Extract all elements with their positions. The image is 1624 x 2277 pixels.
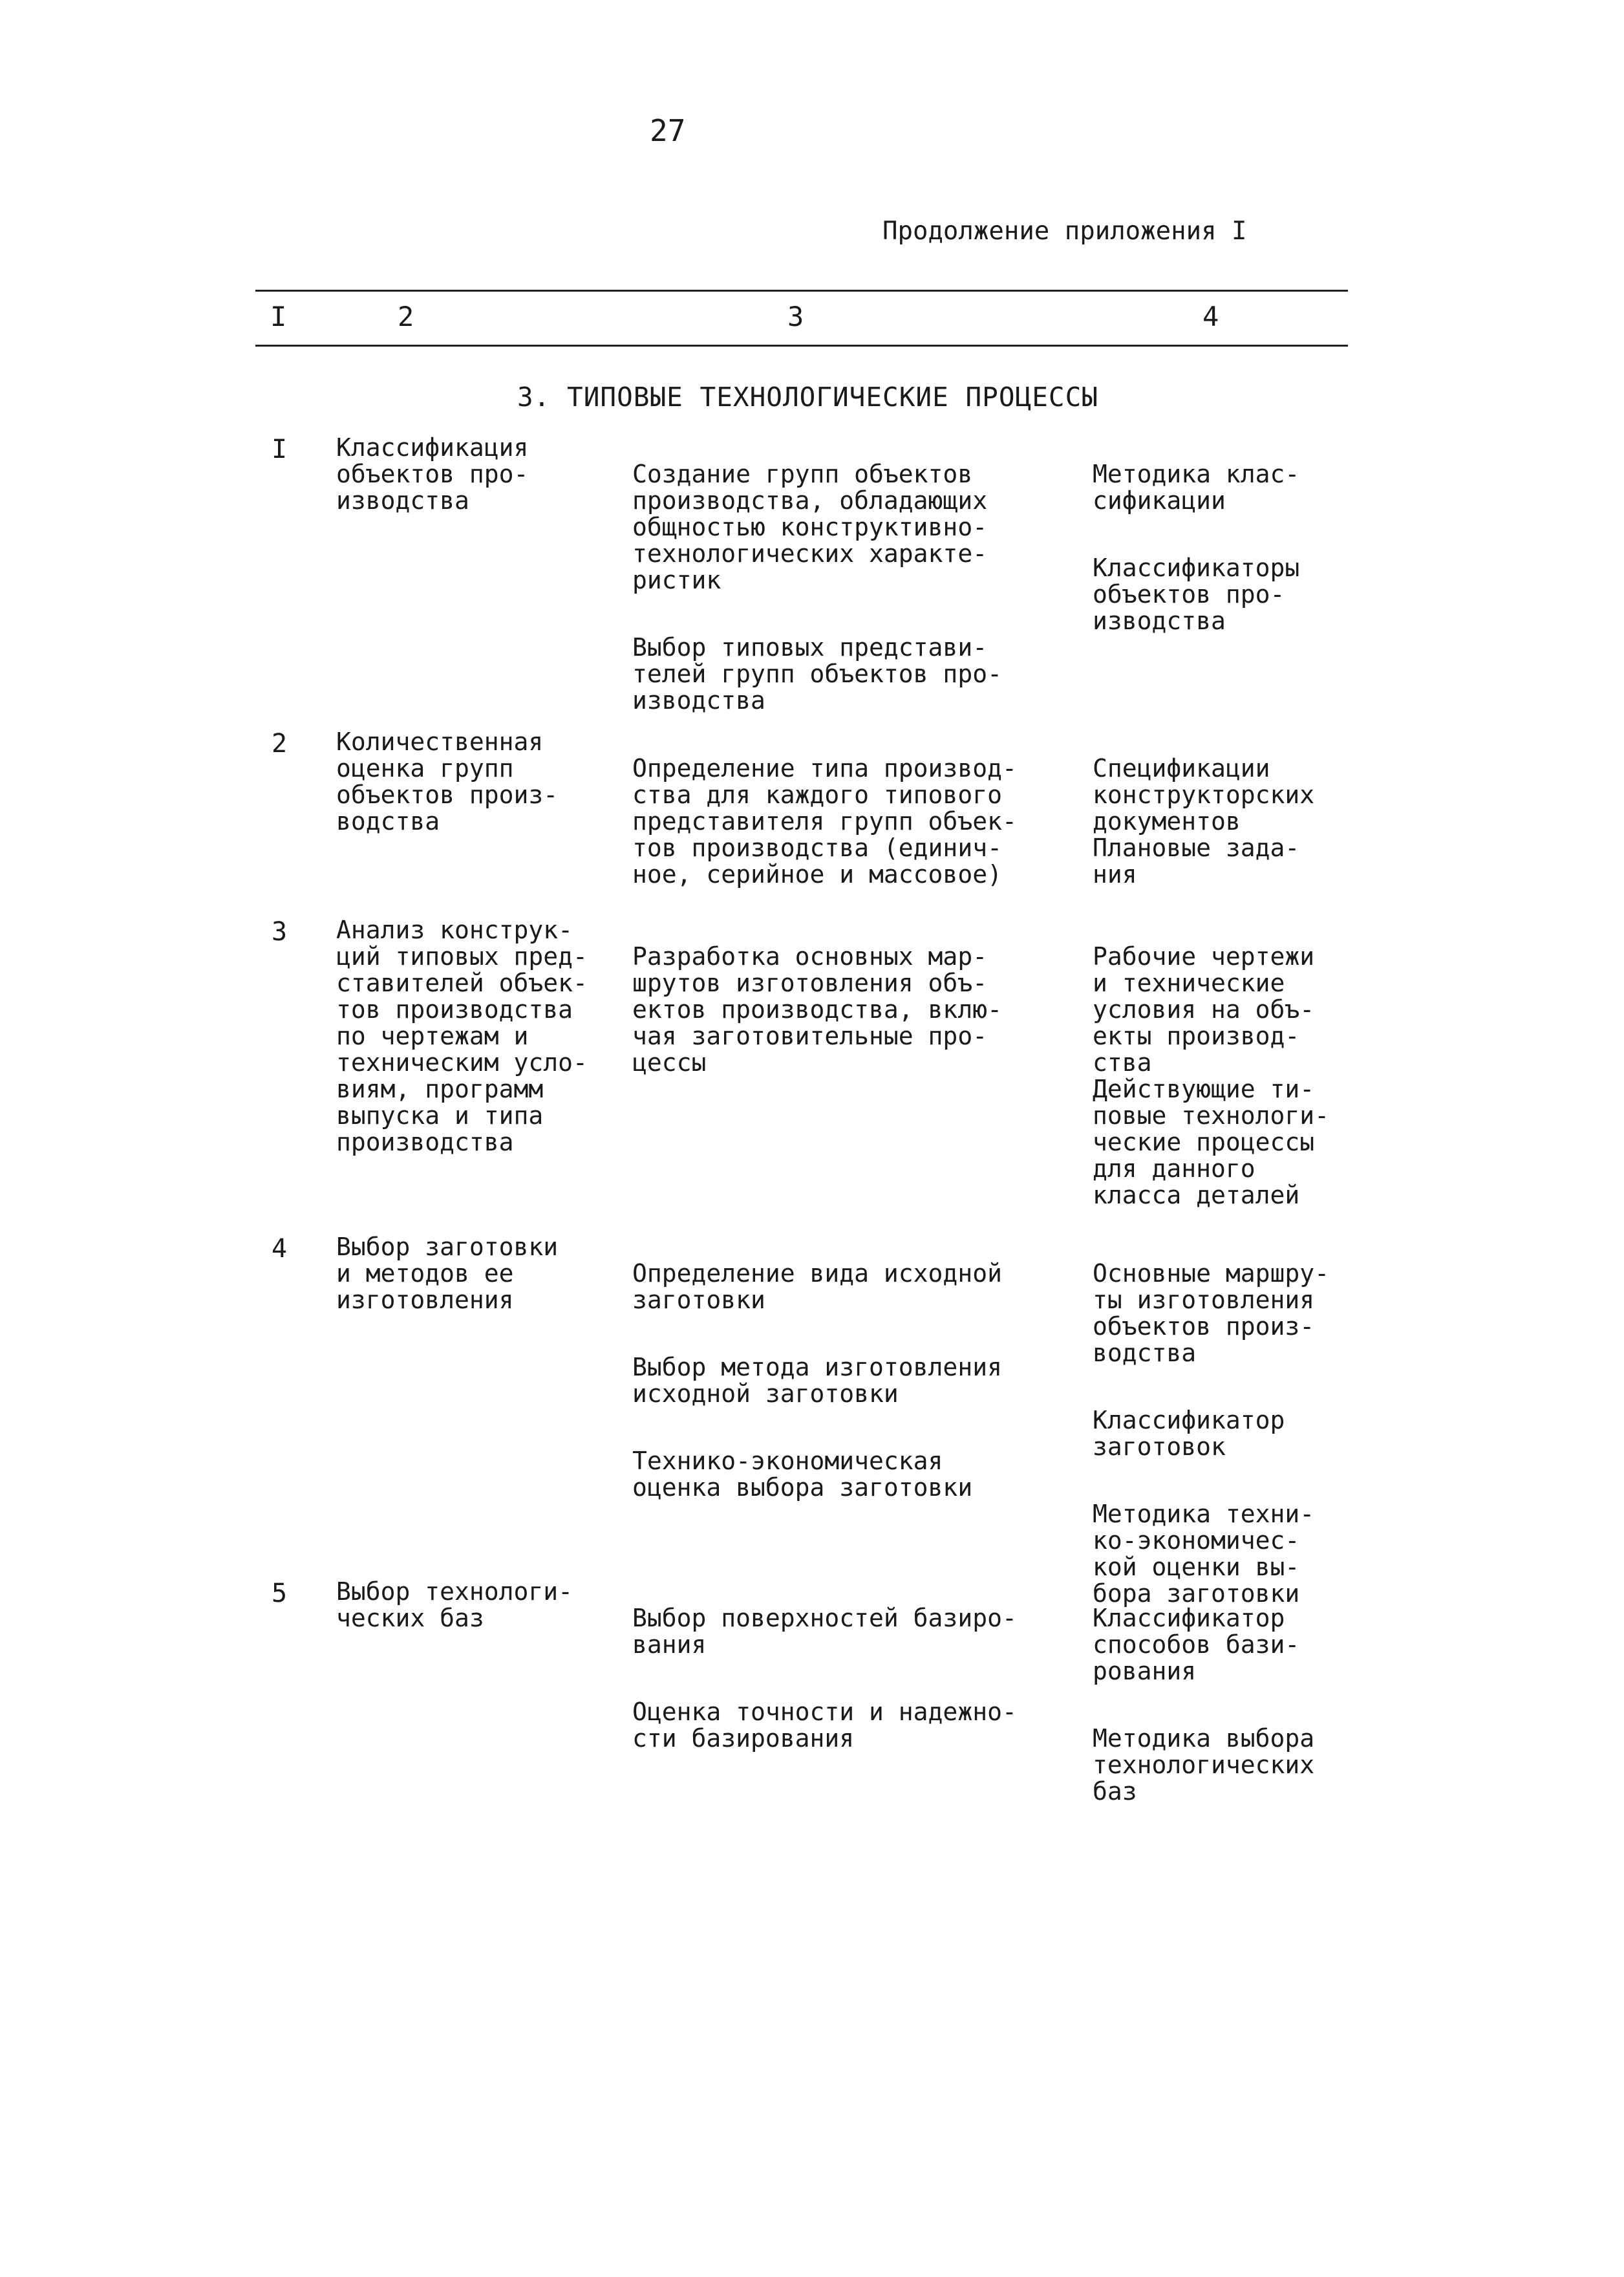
document-text: Классификаторы объектов про- изводства (1093, 554, 1300, 635)
documents-cell (1093, 1579, 1403, 1831)
page-number: 27 (650, 113, 686, 148)
method-text: Выбор типовых представи- телей групп объектов про- изводства (632, 633, 1002, 715)
method-text: Оценка точности и надежно- сти базирования (632, 1698, 1017, 1753)
document-text: Спецификации конструкторских документов Плановые зада- ния (1093, 754, 1315, 889)
row-number: 2 (272, 729, 288, 759)
row-number: 4 (272, 1234, 288, 1264)
continuation-label: Продолжение приложения I (882, 217, 1247, 246)
section-title: 3. ТИПОВЫЕ ТЕХНОЛОГИЧЕСКИЕ ПРОЦЕССЫ (517, 382, 1098, 413)
methods-cell (632, 1234, 1085, 1527)
document-text: Основные маршру- ты изготовления объектов произ- водства (1093, 1259, 1330, 1367)
methods-cell (632, 917, 1085, 1103)
row-number: 3 (272, 917, 288, 947)
method-text: Выбор поверхностей базиро- вания (632, 1604, 1017, 1659)
table-header-rule (255, 345, 1348, 347)
method-text: Выбор метода изготовления исходной заготовки (632, 1353, 1002, 1408)
methods-cell (632, 435, 1085, 740)
document-text: Методика выбора технологических баз (1093, 1724, 1315, 1806)
table-top-rule (255, 290, 1348, 292)
documents-cell (1093, 917, 1403, 1235)
methods-cell (632, 729, 1085, 914)
stage-cell: Выбор технологи- ческих баз (336, 1577, 573, 1632)
column-header-2: 2 (398, 301, 414, 332)
stage-cell: Классификация объектов про- изводства (336, 433, 529, 515)
stage-cell: Количественная оценка групп объектов произ- водства (336, 728, 559, 836)
stage-cell: Анализ конструк- ций типовых пред- ставителей объек- тов производства по чертежам и техническим усло- виям, программ выпуска и типа производства (336, 916, 588, 1156)
document-text: Рабочие чертежи и технические условия на объ- екты производ- ства Действующие ти- повые технологи- ческие процессы для данного класса деталей (1093, 942, 1330, 1209)
methods-cell (632, 1579, 1085, 1778)
document-text: Классификатор способов бази- рования (1093, 1604, 1300, 1685)
document-text: Классификатор заготовок (1093, 1406, 1285, 1461)
document-text: Методика техни- ко-экономичес- кой оценки вы- бора заготовки (1093, 1500, 1315, 1608)
documents-cell (1093, 1234, 1403, 1634)
method-text: Создание групп объектов производства, обладающих общностью конструктивно- технологических характе- ристик (632, 460, 988, 594)
document-text: Методика клас- сификации (1093, 460, 1300, 515)
method-text: Разработка основных мар- шрутов изготовления объ- ектов производства, вклю- чая заготовительные про- цессы (632, 942, 1002, 1077)
method-text: Определение вида исходной заготовки (632, 1259, 1002, 1314)
column-header-4: 4 (1202, 301, 1219, 332)
column-header-3: 3 (787, 301, 804, 332)
method-text: Технико-экономическая оценка выбора заготовки (632, 1447, 973, 1502)
documents-cell (1093, 729, 1403, 914)
column-header-1: I (270, 301, 287, 332)
stage-cell: Выбор заготовки и методов ее изготовления (336, 1233, 559, 1314)
row-number: I (272, 435, 288, 464)
documents-cell (1093, 435, 1403, 661)
method-text: Определение типа производ- ства для каждого типового представителя групп объек- тов производства (единич- ное, серийное и массовое) (632, 754, 1017, 889)
row-number: 5 (272, 1579, 288, 1608)
